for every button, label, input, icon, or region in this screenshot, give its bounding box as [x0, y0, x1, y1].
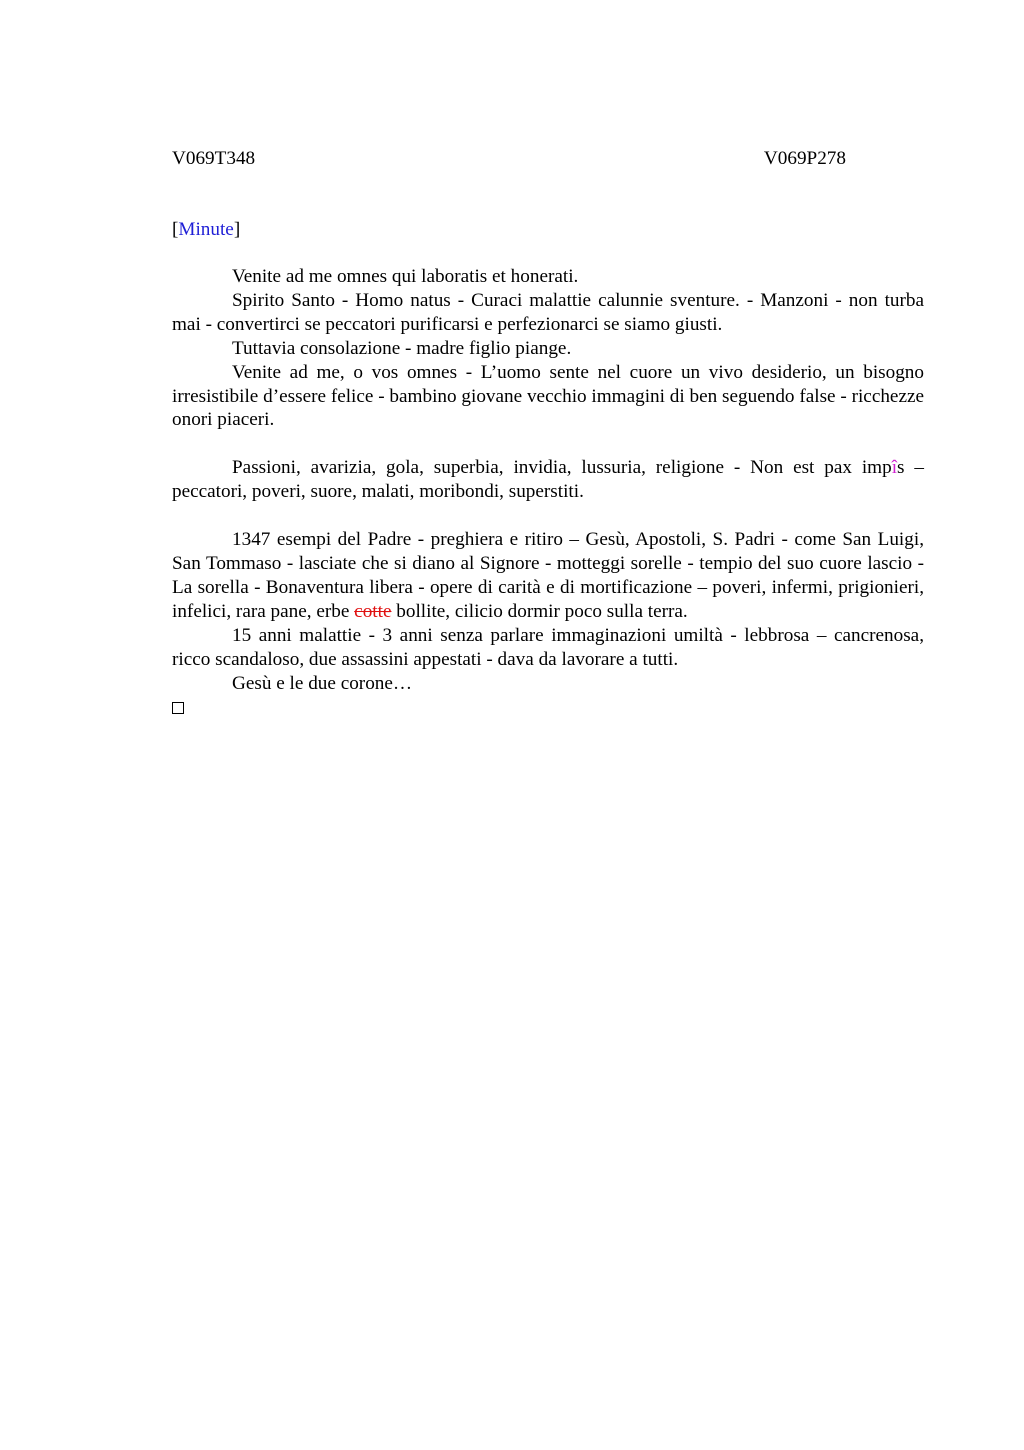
deleted-word: cotte [354, 600, 392, 622]
paragraph-6-text-start: 1347 esempi del Padre - preghiera e ritiro – Gesù, Apostoli, S. Padri - come San Luigi, San Tommaso - lasciate che si diano al Signore - motteggi sorelle - tempio del suo cuore lascio - La sorella - Bonaventura libera - opere di carità e di mortificazione – poveri, infermi, prigionieri, infelici, rara pane, erbe [172, 529, 924, 622]
paragraph-6 [172, 528, 924, 624]
paragraph-5 [172, 456, 924, 504]
section-label-link[interactable]: Minute [178, 219, 234, 240]
paragraph-5-text-start: Passioni, avarizia, gola, superbia, invidia, lussuria, religione - Non est pax imp [232, 457, 892, 479]
paragraph-5-text-end: s – peccatori, poveri, suore, malati, moribondi, superstiti. [172, 457, 924, 503]
paragraph-1: Venite ad me omnes qui laboratis et honerati. [232, 266, 579, 287]
paragraph-7: 15 anni malattie - 3 anni senza parlare immaginazioni umiltà - lebbrosa – cancrenosa, ricco scandaloso, due assassini appestati - dava da lavorare a tutti. [172, 624, 924, 670]
document-code-right: V069P278 [763, 148, 846, 169]
paragraph-8: Gesù e le due corone… [232, 672, 413, 694]
square-outline-icon [172, 702, 184, 714]
section-close-bracket: ] [233, 219, 241, 240]
document-body [172, 265, 924, 714]
highlighted-character: î [891, 457, 898, 479]
paragraph-6-text-end: bollite, cilicio dormir poco sulla terra. [391, 600, 688, 622]
paragraph-2: Spirito Santo - Homo natus - Curaci malattie calunnie sventure. - Manzoni - non turba mai - convertirci se peccatori purificarsi e perfezionarci se siamo giusti. [172, 289, 924, 335]
section-open-bracket: [ [172, 219, 179, 240]
paragraph-4: Venite ad me, o vos omnes - L’uomo sente nel cuore un vivo desiderio, un bisogno irresistibile d’essere felice - bambino giovane vecchio immagini di ben seguendo false - ricchezze onori piaceri. [172, 361, 924, 431]
document-code-left: V069T348 [172, 148, 256, 169]
section-label [172, 218, 240, 242]
paragraph-3: Tuttavia consolazione - madre figlio piange. [232, 337, 572, 359]
page-header [172, 147, 846, 171]
